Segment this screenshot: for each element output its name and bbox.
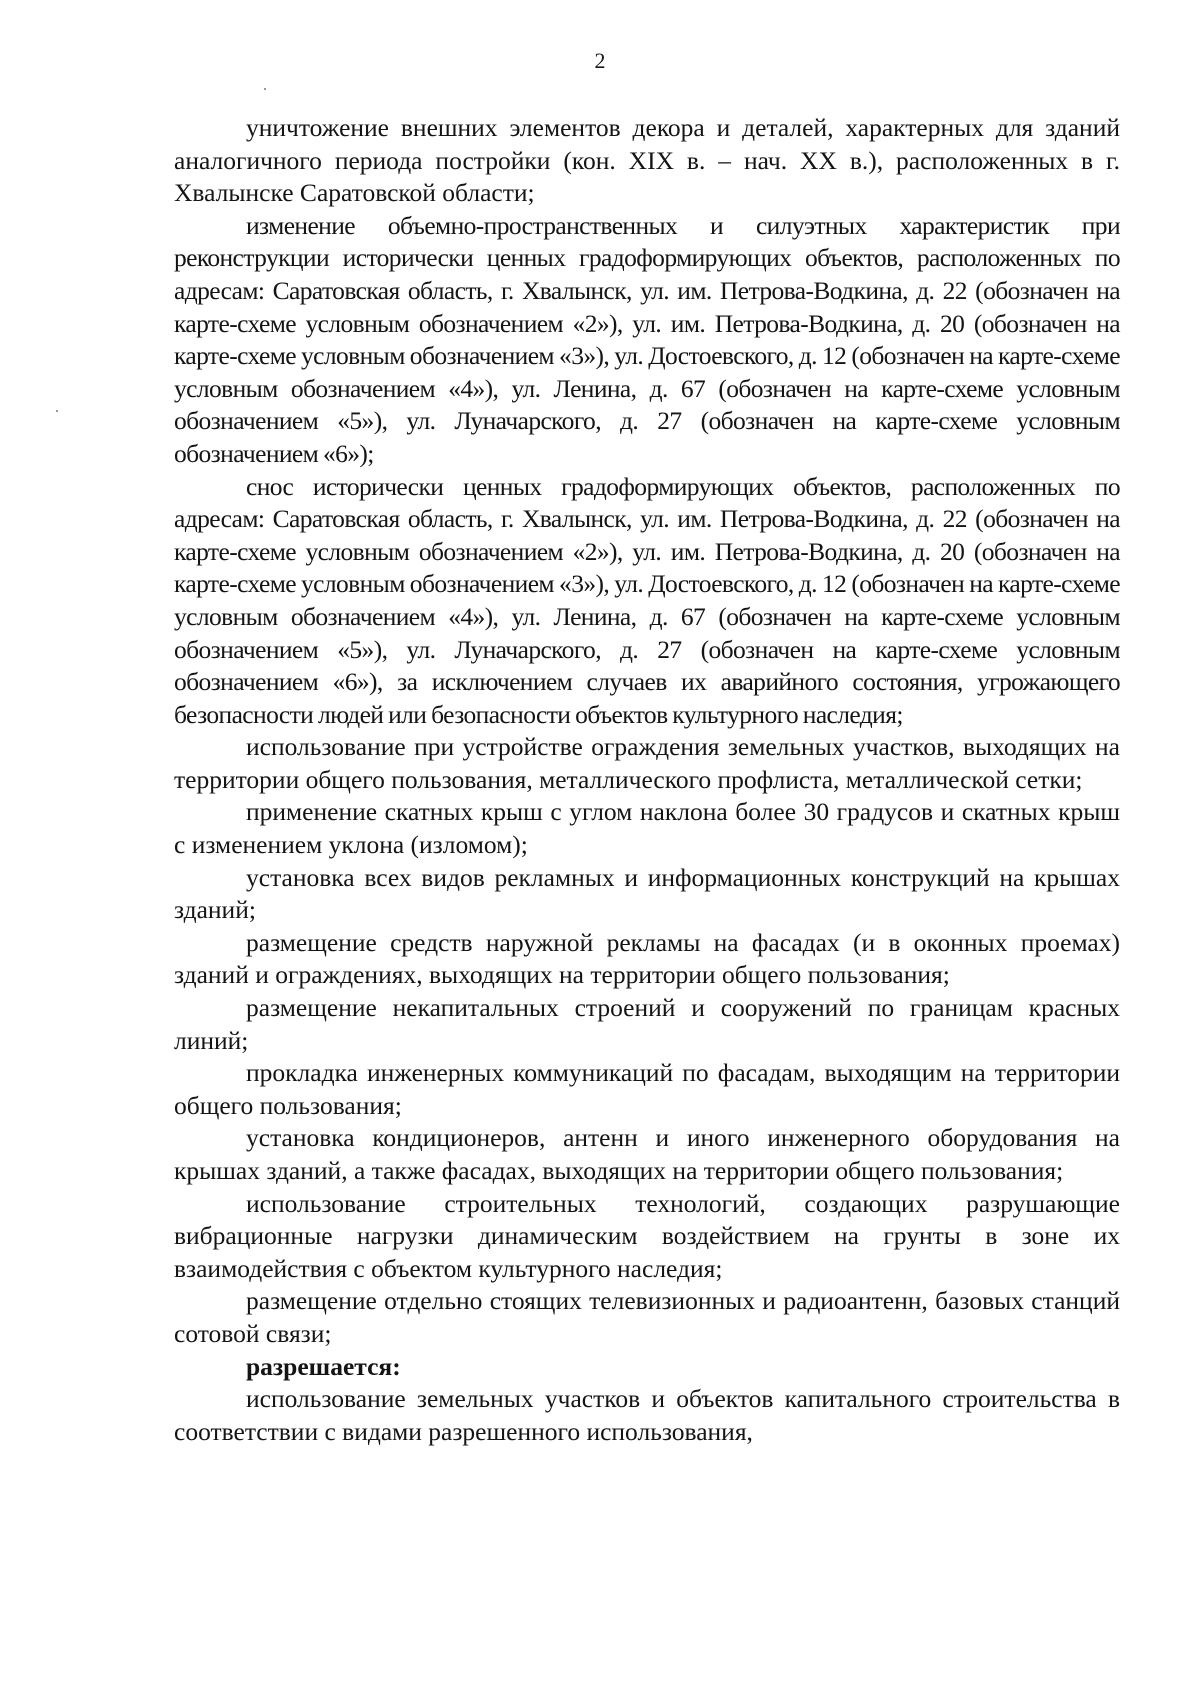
paragraph-utilities: прокладка инженерных коммуникаций по фасадам, выходящим на территории общего пользования; xyxy=(174,1058,1120,1120)
paragraph-fencing: использование при устройстве ограждения земельных участков, выходящих на территории общего пользования, металлического профлиста, металлической сетки; xyxy=(174,732,1120,794)
scan-artifact-mark xyxy=(264,88,266,90)
section-heading-permitted: разрешается: xyxy=(246,1351,401,1381)
paragraph-facade-advertising: размещение средств наружной рекламы на фасадах (и в оконных проемах) зданий и ограждениях, выходящих на территории общего пользования; xyxy=(174,927,1120,990)
paragraph-equipment: установка кондиционеров, антенн и иного инженерного оборудования на крышах зданий, а также фасадах, выходящих на территории общего пользования; xyxy=(174,1123,1120,1185)
document-body xyxy=(174,112,1120,1448)
paragraph-demolition: снос исторически ценных градоформирующих объектов, расположенных по адресам: Саратовская область, г. Хвалынск, ул. им. Петрова-Водкина, д. 22 (обозначен на карте-схеме условным обозначением «2»), ул. им. Петрова-Водкина, д. 20 (обозначен на карте-схеме условным обозначением «3»), ул. Достоевского, д. 12 (обозначен на карте-схеме условным обозначением «4»), ул. Ленина, д. 67 (обозначен на карте-схеме условным обозначением «5»), ул. Луначарского, д. 27 (обозначен на карте-схеме условным обозначением «6»), за исключением случаев их аварийного состояния, угрожающего безопасности людей или безопасности объектов культурного наследия; xyxy=(174,471,1120,729)
paragraph-construction-tech: использование строительных технологий, создающих разрушающие вибрационные нагрузки динамическим воздействием на грунты в зоне их взаимодействия с объектом культурного наследия; xyxy=(174,1188,1120,1283)
paragraph-roof-signage: установка всех видов рекламных и информационных конструкций на крышах зданий; xyxy=(174,862,1120,925)
page-number: 2 xyxy=(594,48,606,73)
paragraph-land-use: использование земельных участков и объектов капитального строительства в соответствии с видами разрешенного использования, xyxy=(174,1384,1120,1446)
paragraph-antennas: размещение отдельно стоящих телевизионных и радиоантенн, базовых станций сотовой связи; xyxy=(174,1286,1120,1348)
paragraph-volume-change: изменение объемно-пространственных и силуэтных характеристик при реконструкции исторически ценных градоформирующих объектов, расположенных по адресам: Саратовская область, г. Хвалынск, ул. им. Петрова-Водкина, д. 22 (обозначен на карте-схеме условным обозначением «2»), ул. им. Петрова-Водкина, д. 20 (обозначен на карте-схеме условным обозначением «3»), ул. Достоевского, д. 12 (обозначен на карте-схеме условным обозначением «4»), ул. Ленина, д. 67 (обозначен на карте-схеме условным обозначением «5»), ул. Луначарского, д. 27 (обозначен на карте-схеме условным обозначением «6»); xyxy=(174,210,1120,468)
scan-artifact-mark xyxy=(56,410,58,412)
paragraph-roofs: применение скатных крыш с углом наклона более 30 градусов и скатных крыш с изменением уклона (изломом); xyxy=(174,797,1120,860)
paragraph-decor-destruction: уничтожение внешних элементов декора и деталей, характерных для зданий аналогичного периода постройки (кон. XIX в. – нач. XX в.), расположенных в г. Хвалынске Саратовской области; xyxy=(174,113,1120,208)
paragraph-temporary-structures: размещение некапитальных строений и сооружений по границам красных линий; xyxy=(174,993,1120,1055)
